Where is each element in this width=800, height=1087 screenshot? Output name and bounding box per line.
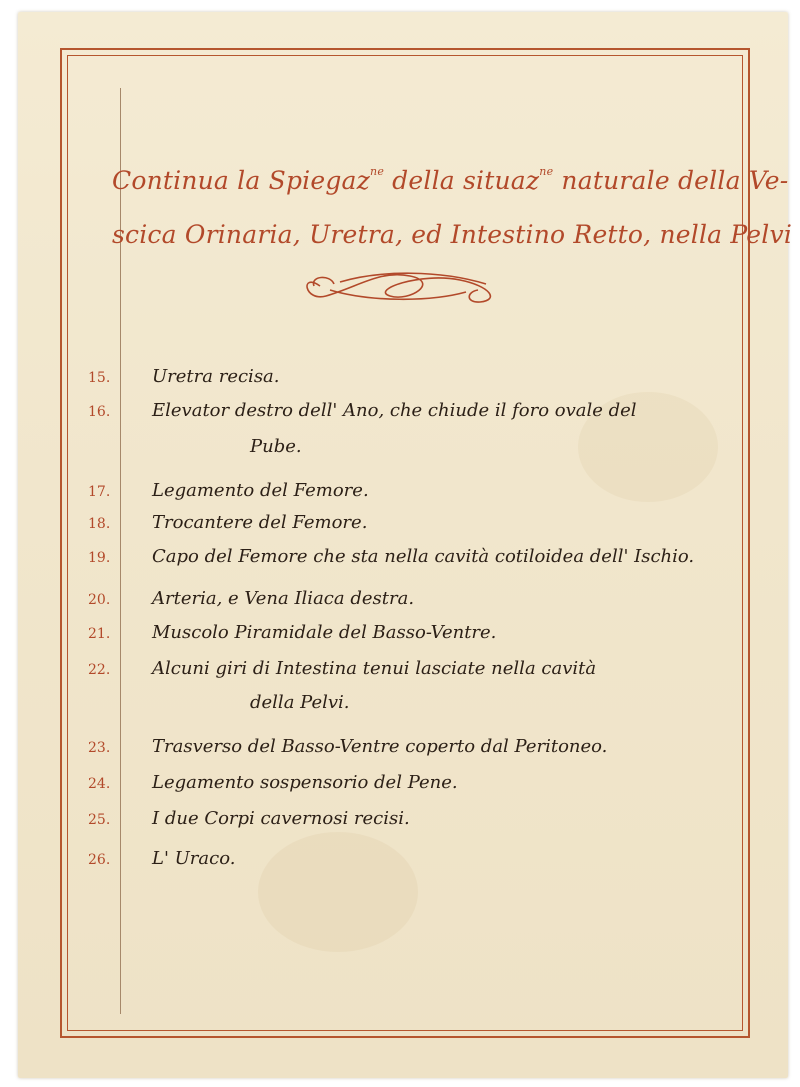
entry-number: 19. <box>88 550 111 566</box>
title-superscript: ne <box>370 165 385 178</box>
entry-number: 15. <box>88 370 111 386</box>
entry-text: Trasverso del Basso-Ventre coperto dal Peritoneo. <box>152 736 608 757</box>
title-text-b: della situaz <box>384 166 540 195</box>
entry-text: Elevator destro dell' Ano, che chiude il foro ovale del <box>152 400 637 421</box>
entry-text: Legamento sospensorio del Pene. <box>152 772 458 793</box>
entry-number: 26. <box>88 852 111 868</box>
entry-number: 25. <box>88 812 111 828</box>
entry-text: Uretra recisa. <box>152 366 280 387</box>
entry-number: 22. <box>88 662 111 678</box>
title-text-c: naturale della Ve- <box>553 166 789 195</box>
entry-text: Arteria, e Vena Iliaca destra. <box>152 588 415 609</box>
entry-text: I due Corpi cavernosi recisi. <box>152 808 410 829</box>
entry-text-continuation: della Pelvi. <box>250 692 350 713</box>
entry-text-continuation: Pube. <box>250 436 302 457</box>
entry-text: Capo del Femore che sta nella cavità cotiloidea dell' Ischio. <box>152 546 695 567</box>
entry-text: Alcuni giri di Intestina tenui lasciate nella cavità <box>152 658 597 679</box>
entry-number: 20. <box>88 592 111 608</box>
entry-text: Muscolo Piramidale del Basso-Ventre. <box>152 622 497 643</box>
title-text-a: Continua la Spiegaz <box>112 166 371 195</box>
entry-number: 17. <box>88 484 111 500</box>
entry-text: Trocantere del Femore. <box>152 512 368 533</box>
title-line-2: scica Orinaria, Uretra, ed Intestino Retto, nella Pelvi <box>112 220 793 249</box>
entry-number: 18. <box>88 516 111 532</box>
entry-number: 23. <box>88 740 111 756</box>
title-superscript: ne <box>539 165 554 178</box>
entry-number: 16. <box>88 404 111 420</box>
entry-number: 24. <box>88 776 111 792</box>
entry-number: 21. <box>88 626 111 642</box>
entry-text: L' Uraco. <box>152 848 236 869</box>
entry-text: Legamento del Femore. <box>152 480 369 501</box>
